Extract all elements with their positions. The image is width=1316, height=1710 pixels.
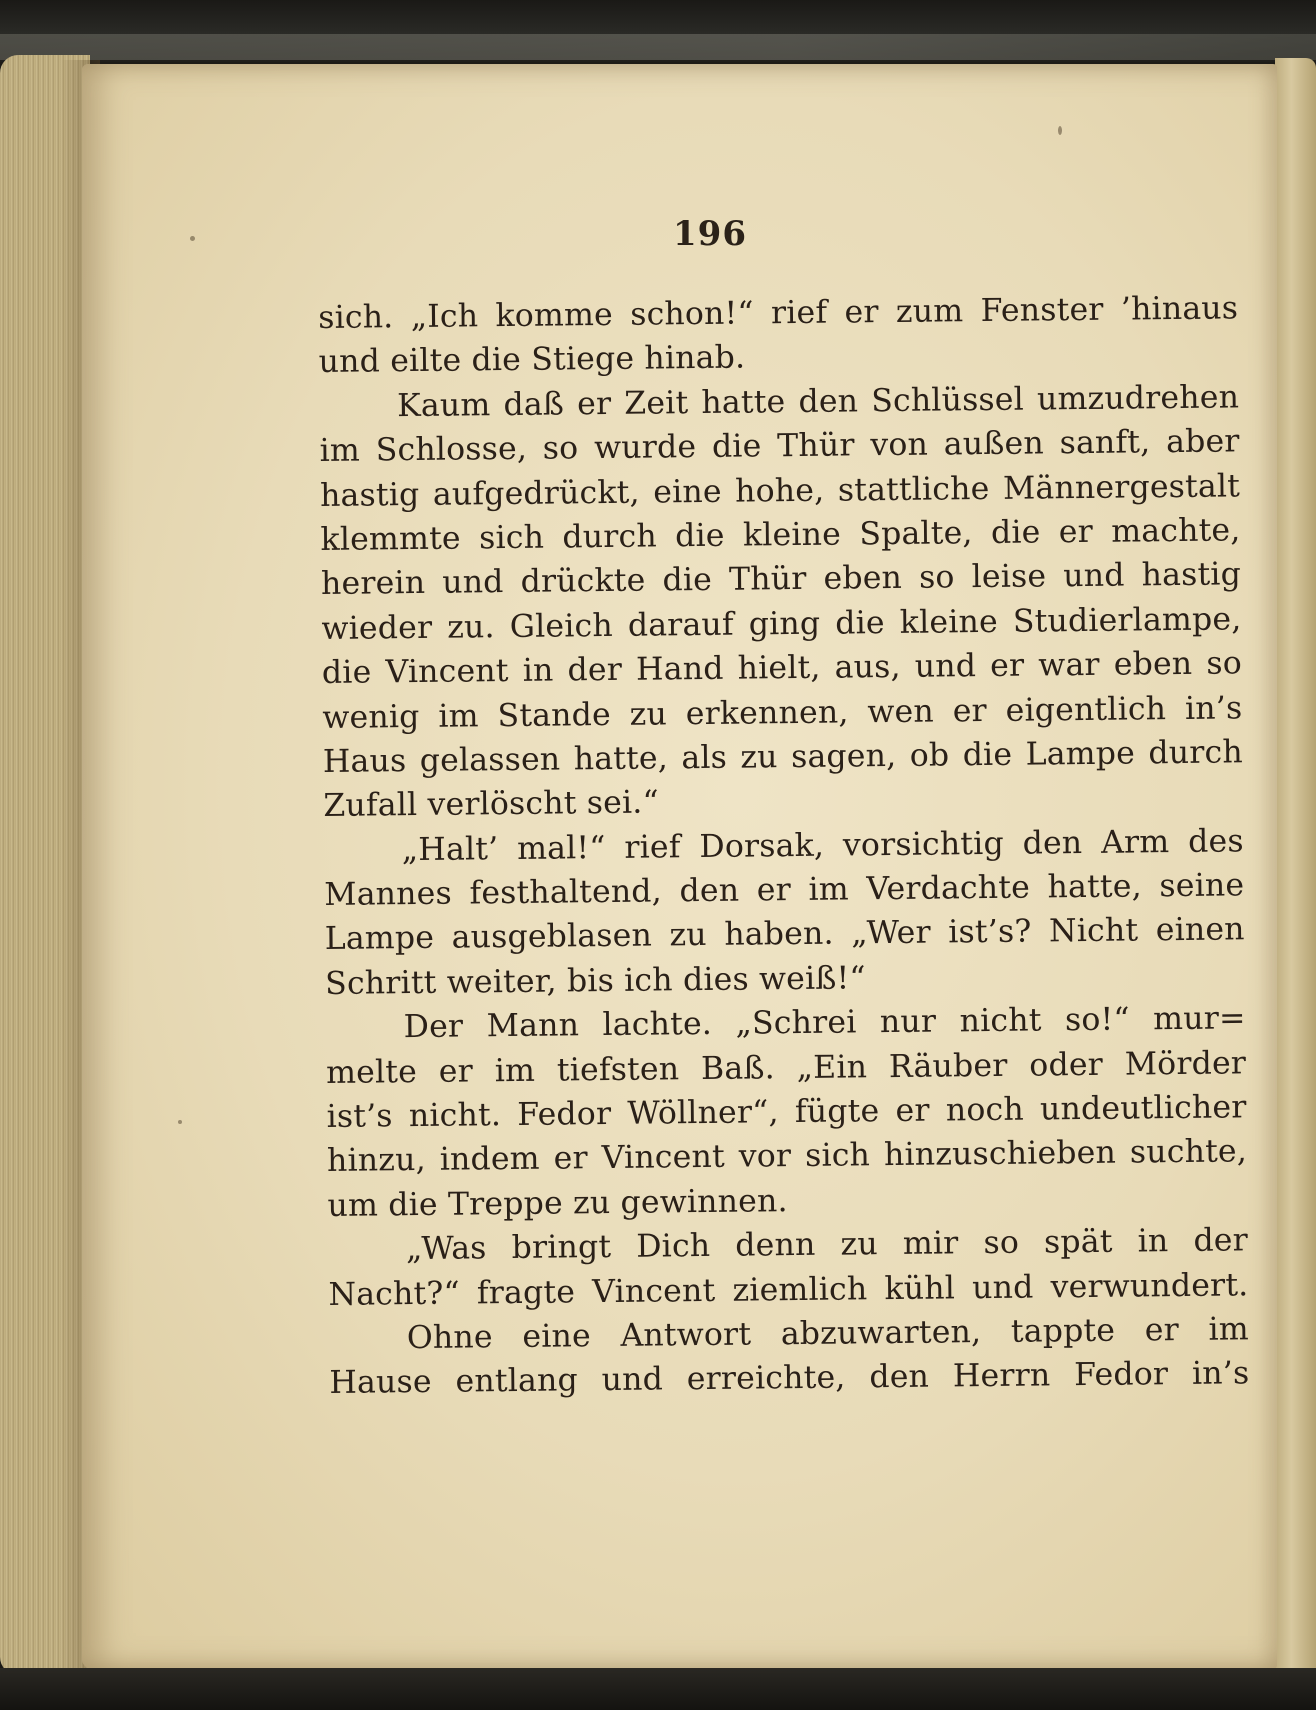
text-line: melte er im tiefsten Baß. „Ein Räuber oder Mörder: [325, 1044, 1247, 1091]
text-line: herein und drückte die Thür eben so leise und hastig: [320, 556, 1242, 603]
text-line: hinzu, indem er Vincent vor sich hinzuschieben suchte,: [326, 1133, 1248, 1180]
paper-speck: [178, 1120, 182, 1124]
text-line: und eilte die Stiege hinab.: [318, 339, 746, 381]
paper-speck: [1058, 126, 1062, 135]
text-line: „Halt’ mal!“ rief Dorsak, vorsichtig den Arm des: [401, 823, 1244, 868]
text-line: um die Treppe zu gewinnen.: [327, 1182, 788, 1224]
text-line: Zufall verlöscht sei.“: [323, 784, 659, 825]
text-line: wenig im Stande zu erkennen, wen er eigentlich in’s: [322, 689, 1243, 736]
text-line: Schritt weiter, bis ich dies weiß!“: [325, 960, 866, 1002]
body-text: [318, 286, 1250, 1405]
text-line: hastig aufgedrückt, eine hohe, stattliche Männergestalt: [319, 467, 1241, 514]
text-line: sich. „Ich komme schon!“ rief er zum Fenster ’hinaus: [318, 290, 1239, 336]
text-line: Hause entlang und erreichte, den Herrn Fedor in’s: [329, 1355, 1250, 1402]
text-line: Haus gelassen hatte, als zu sagen, ob die Lampe durch: [322, 734, 1244, 780]
text-line: Lampe ausgeblasen zu haben. „Wer ist’s? Nicht einen: [324, 911, 1245, 958]
paper-speck: [190, 236, 195, 241]
text-line: wieder zu. Gleich darauf ging die kleine Studierlampe,: [321, 601, 1242, 647]
text-line: Ohne eine Antwort abzuwarten, tappte er im: [406, 1311, 1250, 1357]
text-line: die Vincent in der Hand hielt, aus, und er war eben so: [321, 645, 1243, 692]
text-line: Mannes festhaltend, den er im Verdachte hatte, seine: [324, 867, 1245, 914]
text-line: „Was bringt Dich denn zu mir so spät in der: [405, 1222, 1249, 1268]
book-cover-edge: [0, 34, 1316, 60]
text-line: ist’s nicht. Fedor Wöllner“, fügte er noch undeutlicher: [326, 1089, 1247, 1135]
text-line: im Schlosse, so wurde die Thür von außen sanft, aber: [319, 423, 1240, 470]
page-number: 196: [673, 214, 747, 254]
text-line: Nacht?“ fragte Vincent ziemlich kühl und verwundert.: [328, 1266, 1249, 1313]
text-line: Der Mann lachte. „Schrei nur nicht so!“ mur=: [403, 1000, 1246, 1046]
book-cover-bottom: [0, 1668, 1316, 1710]
page-stack-right: [1275, 58, 1316, 1678]
text-line: klemmte sich durch die kleine Spalte, die er machte,: [320, 512, 1241, 558]
text-line: Kaum daß er Zeit hatte den Schlüssel umzudrehen: [396, 379, 1240, 424]
